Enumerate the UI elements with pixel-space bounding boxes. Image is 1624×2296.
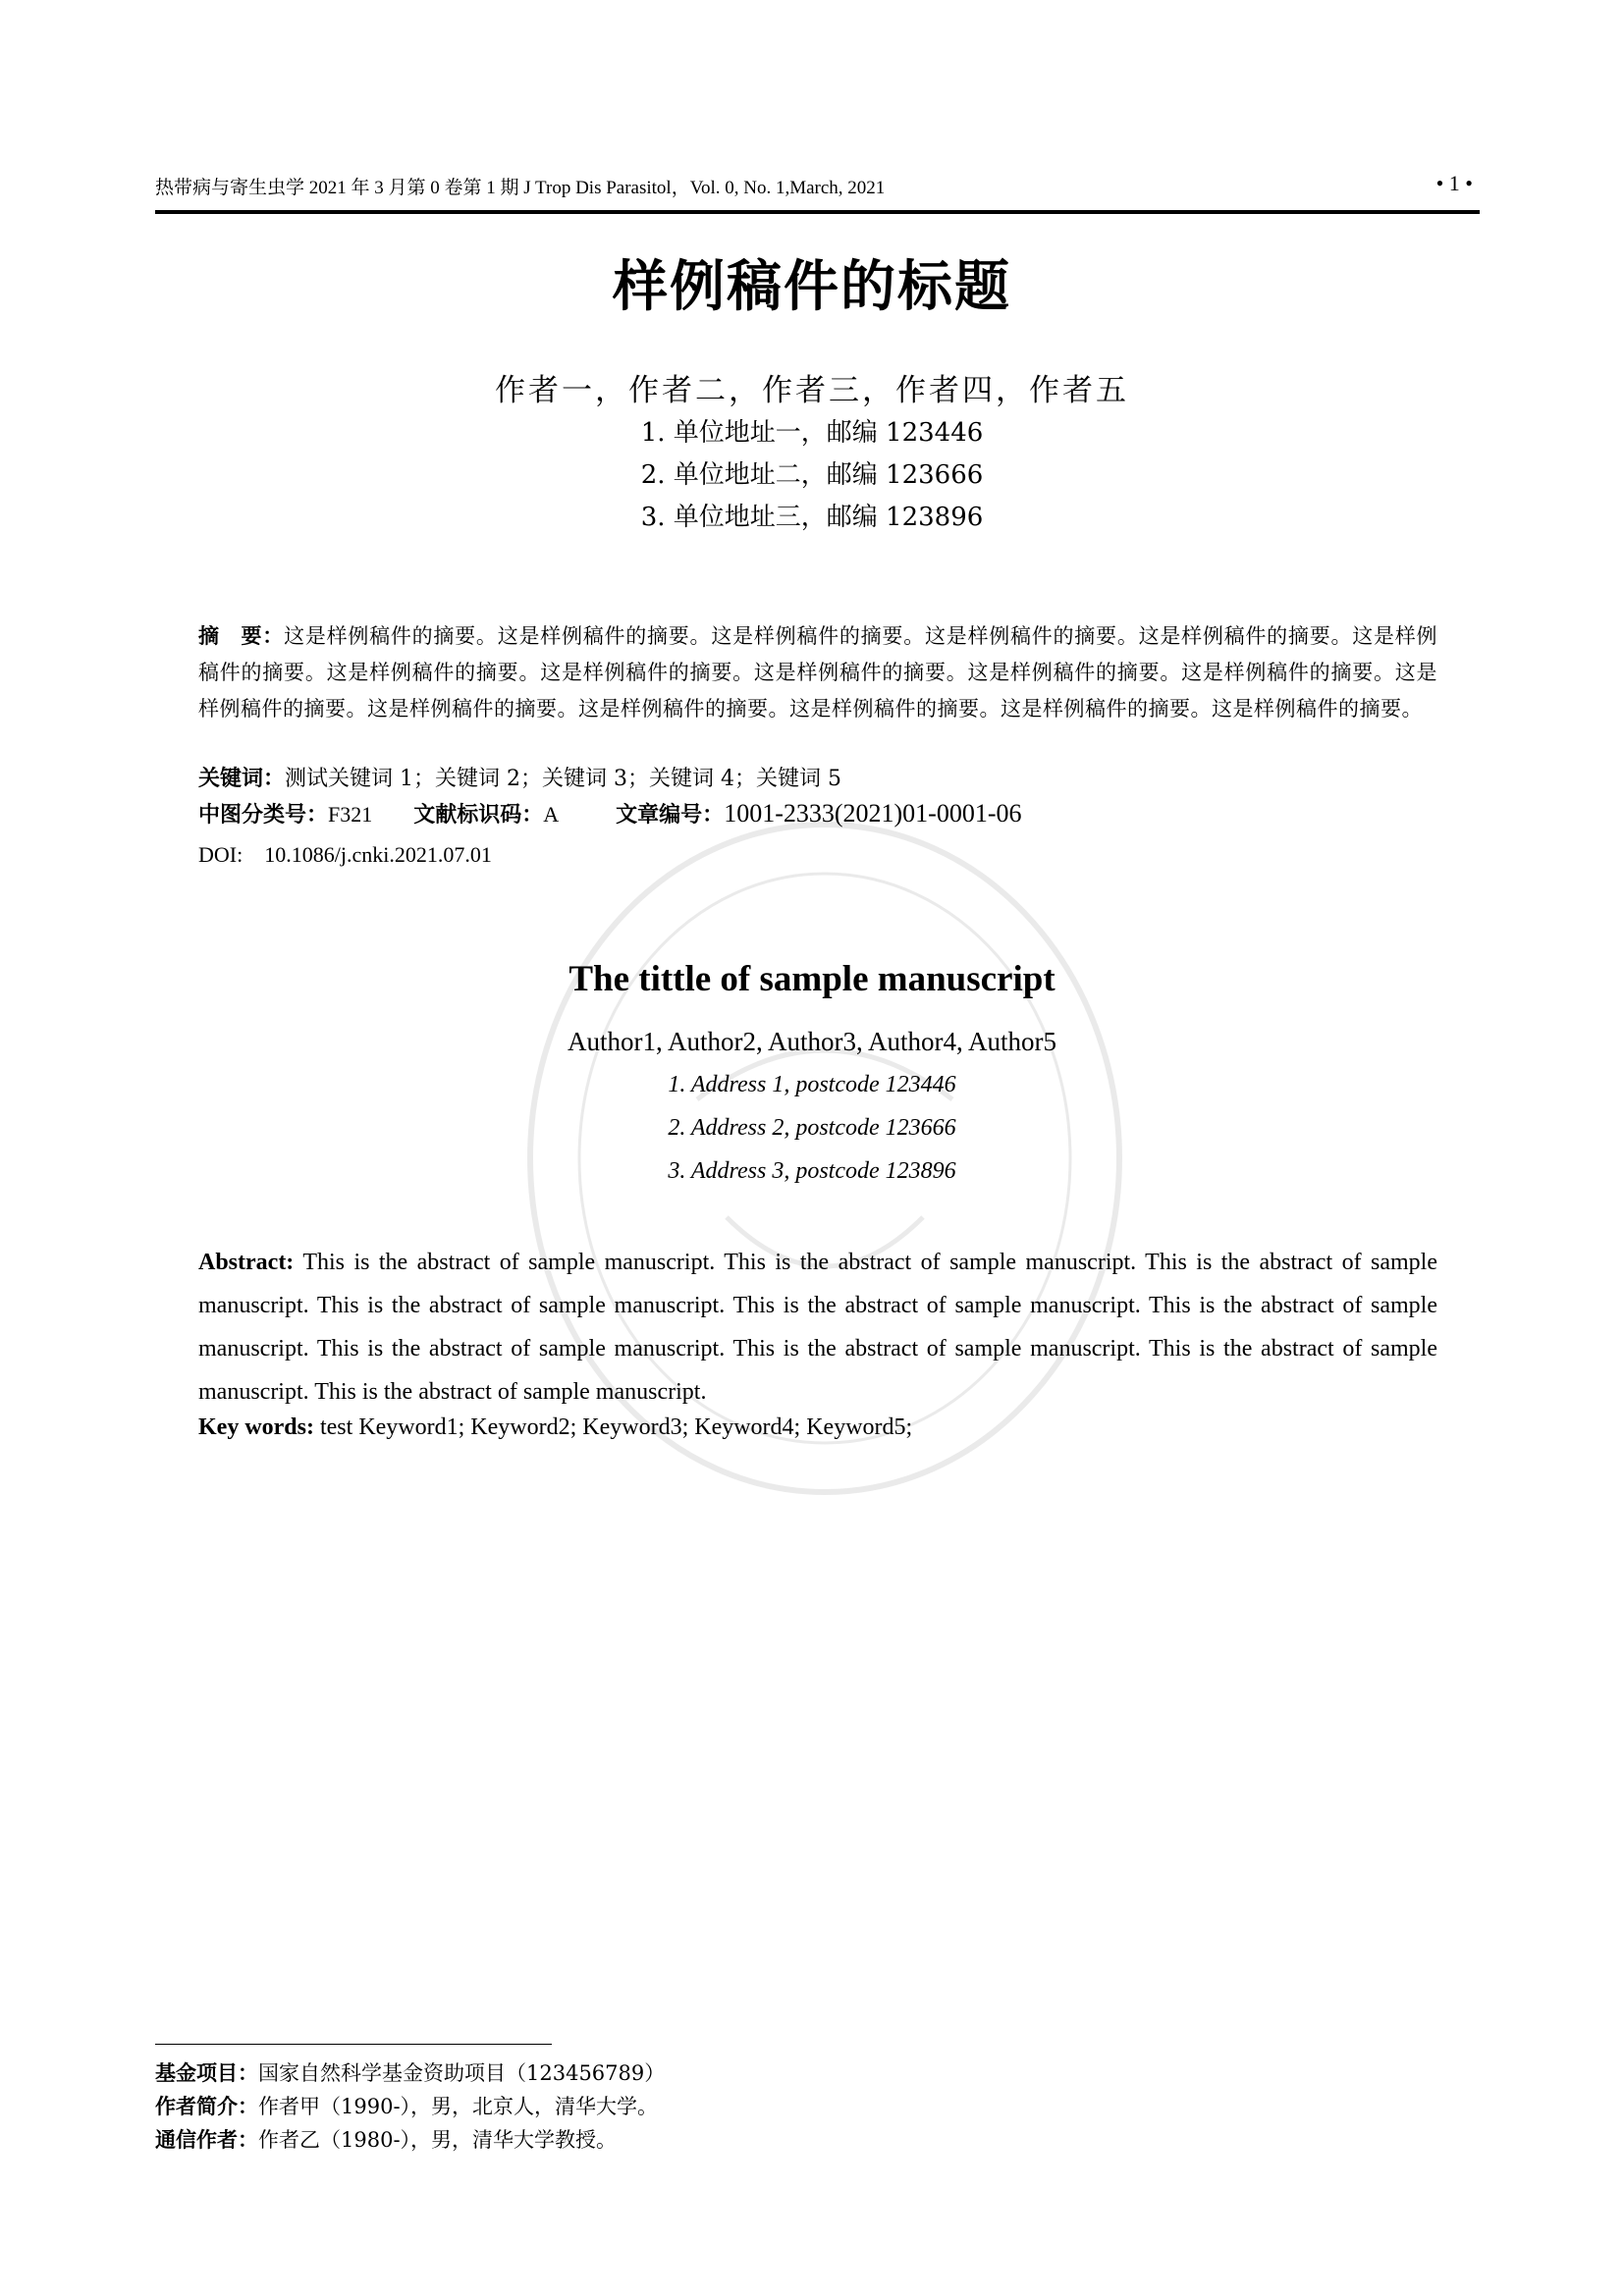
- corresponding-author-text: 作者乙（1980-），男，清华大学教授。: [258, 2128, 618, 2152]
- page-number: • 1 •: [1435, 171, 1473, 195]
- article-number-value: 1001-2333(2021)01-0001-06: [724, 799, 1022, 828]
- english-title: The tittle of sample manuscript: [568, 959, 1056, 999]
- english-abstract-text: This is the abstract of sample manuscript. This is the abstract of sample manuscript. This is the abstract of sample manuscript. This is the abstract of sample manuscript. This is the abstract of sample manuscript. This is the abstract of sample manuscript. This is the abstract of sample manuscript. This is the abstract of sample manuscript. This is the abstract of sample manuscript. This is the abstract of sample manuscript.: [198, 1250, 1437, 1405]
- chinese-abstract-label: 摘 要：: [198, 624, 285, 648]
- english-address-1: 1. Address 1, postcode 123446: [668, 1072, 956, 1097]
- footnote-rule: [155, 2044, 552, 2045]
- corresponding-author-label: 通信作者：: [155, 2128, 258, 2152]
- doc-code-value: A: [543, 802, 560, 827]
- clc-label: 中图分类号：: [198, 803, 329, 828]
- chinese-title: 样例稿件的标题: [613, 254, 1011, 319]
- chinese-keywords: [198, 762, 841, 792]
- fund-text: 国家自然科学基金资助项目（123456789）: [258, 2061, 666, 2085]
- english-abstract: [198, 1241, 1437, 1414]
- chinese-keywords-label: 关键词：: [198, 767, 286, 791]
- chinese-abstract: [198, 618, 1437, 727]
- running-header: [155, 173, 1477, 202]
- english-authors: Author1, Author2, Author3, Author4, Author5: [568, 1027, 1056, 1056]
- article-number-label: 文章编号：: [616, 803, 725, 828]
- doi-label: DOI:: [198, 842, 244, 867]
- footnote-corresponding-author: [155, 2124, 617, 2154]
- footnote-fund: [155, 2057, 665, 2087]
- doi-value: 10.1086/j.cnki.2021.07.01: [264, 842, 492, 867]
- clc-value: F321: [328, 802, 373, 827]
- english-address-2: 2. Address 2, postcode 123666: [668, 1115, 956, 1141]
- author-bio-label: 作者简介：: [155, 2095, 258, 2118]
- chinese-address-2: 2. 单位地址二，邮编 123666: [640, 460, 984, 490]
- classification-line: [198, 798, 1021, 828]
- header-rule: [155, 210, 1480, 214]
- chinese-keywords-text: 测试关键词 1；关键词 2；关键词 3；关键词 4；关键词 5: [285, 767, 841, 791]
- chinese-abstract-text: 这是样例稿件的摘要。这是样例稿件的摘要。这是样例稿件的摘要。这是样例稿件的摘要。这是样例稿件的摘要。这是样例稿件的摘要。这是样例稿件的摘要。这是样例稿件的摘要。这是样例稿件的摘要。这是样例稿件的摘要。这是样例稿件的摘要。这是样例稿件的摘要。这是样例稿件的摘要。这是样例稿件的摘要。这是样例稿件的摘要。这是样例稿件的摘要。这是样例稿件的摘要。: [198, 624, 1438, 721]
- doc-code-label: 文献标识码：: [413, 803, 544, 828]
- fund-label: 基金项目：: [155, 2061, 258, 2085]
- english-address-3: 3. Address 3, postcode 123896: [668, 1158, 956, 1184]
- english-keywords-text: test Keyword1; Keyword2; Keyword3; Keyword4; Keyword5;: [313, 1415, 913, 1440]
- english-keywords-label: Key words:: [198, 1415, 314, 1440]
- english-keywords: [198, 1415, 912, 1441]
- chinese-address-3: 3. 单位地址三，邮编 123896: [640, 503, 984, 532]
- author-bio-text: 作者甲（1990-），男，北京人，清华大学。: [258, 2095, 659, 2118]
- doi-line: [198, 842, 492, 868]
- footnote-author-bio: [155, 2091, 658, 2120]
- english-abstract-label: Abstract:: [198, 1250, 295, 1275]
- chinese-address-1: 1. 单位地址一，邮编 123446: [640, 418, 984, 448]
- chinese-authors: 作者一，作者二，作者三，作者四，作者五: [495, 373, 1129, 408]
- journal-citation-line: 热带病与寄生虫学 2021 年 3 月第 0 卷第 1 期 J Trop Dis Parasitol，Vol. 0, No. 1,March, 2021: [155, 178, 886, 198]
